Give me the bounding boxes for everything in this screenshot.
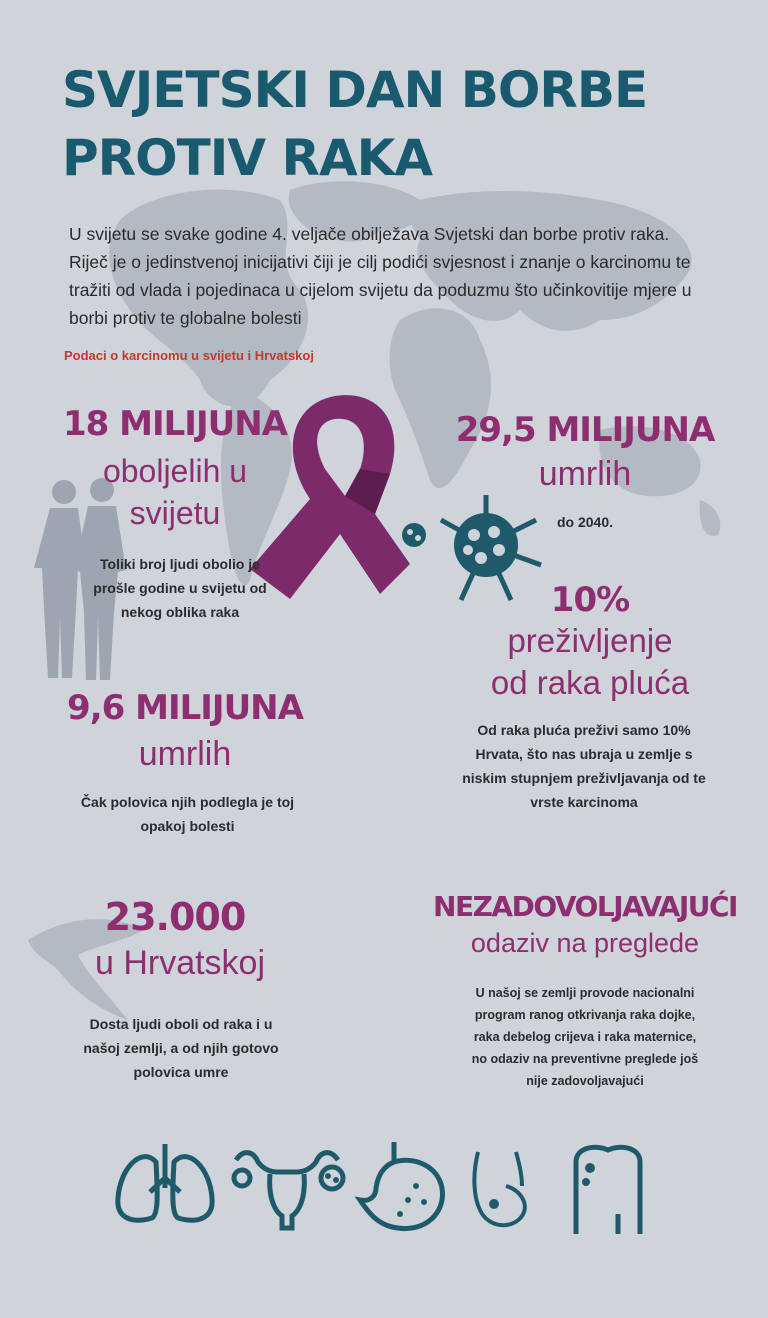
uterus-icon: [228, 1150, 346, 1232]
stat-29m-desc: do 2040.: [556, 514, 614, 530]
stat-18m-value: 18 MILIJUNA: [63, 404, 287, 444]
stat-29m-label: umrlih: [538, 455, 632, 493]
stat-23k-desc: Dosta ljudi oboli od raka i u našoj zemlji, a od njih gotovo polovica umre: [83, 1016, 279, 1080]
stomach-icon: [354, 1138, 454, 1238]
stat-29m-value: 29,5 MILIJUNA: [455, 410, 715, 450]
stat-10pct-label: preživljenje od raka pluća: [490, 622, 690, 701]
stat-23k-value: 23.000: [104, 895, 246, 939]
stat-screening-label: odaziv na preglede: [470, 928, 700, 958]
page-title: SVJETSKI DAN BORBE PROTIV RAKA: [62, 61, 648, 187]
stat-18m-desc: Toliki broj ljudi obolio je prošle godine u svijetu od nekog oblika raka: [93, 556, 267, 620]
stat-18m-label: oboljelih u svijetu: [102, 453, 248, 531]
stat-9m-desc: Čak polovica njih podlegla je toj opakoj bolesti: [80, 794, 295, 834]
stat-9m-label: umrlih: [138, 735, 232, 773]
stat-10pct-desc: Od raka pluća preživi samo 10% Hrvata, što nas ubraja u zemlje s niskim stupnjem preživljavanja od te vrste karcinoma: [462, 722, 706, 810]
colon-icon: [556, 1138, 660, 1242]
stat-screening-desc: U našoj se zemlji provode nacionalni program ranog otkrivanja raka dojke, raka debelog crijeva i raka maternice, no odaziv na preventivne preglede još nije zadovoljavajući: [471, 986, 699, 1088]
stat-23k-label: u Hrvatskoj: [94, 944, 266, 982]
stat-screening-value: NEZADOVOLJAVAJUĆI: [433, 890, 737, 923]
stat-9m-value: 9,6 MILIJUNA: [67, 688, 303, 728]
lungs-icon: [112, 1138, 218, 1230]
breast-icon: [468, 1146, 538, 1236]
intro-paragraph: U svijetu se svake godine 4. veljače obilježava Svjetski dan borbe protiv raka. Riječ je o jedinstvenoj inicijativi čiji je cilj podići svjesnost i znanje o karcinomu te tražiti od vlada i pojedinaca u cijelom svijetu da poduzmu što učinkovitije mjere u borbi protiv te globalne bolesti: [69, 224, 692, 328]
stat-10pct-value: 10%: [550, 580, 630, 620]
section-subtitle: Podaci o karcinomu u svijetu i Hrvatskoj: [64, 348, 314, 363]
